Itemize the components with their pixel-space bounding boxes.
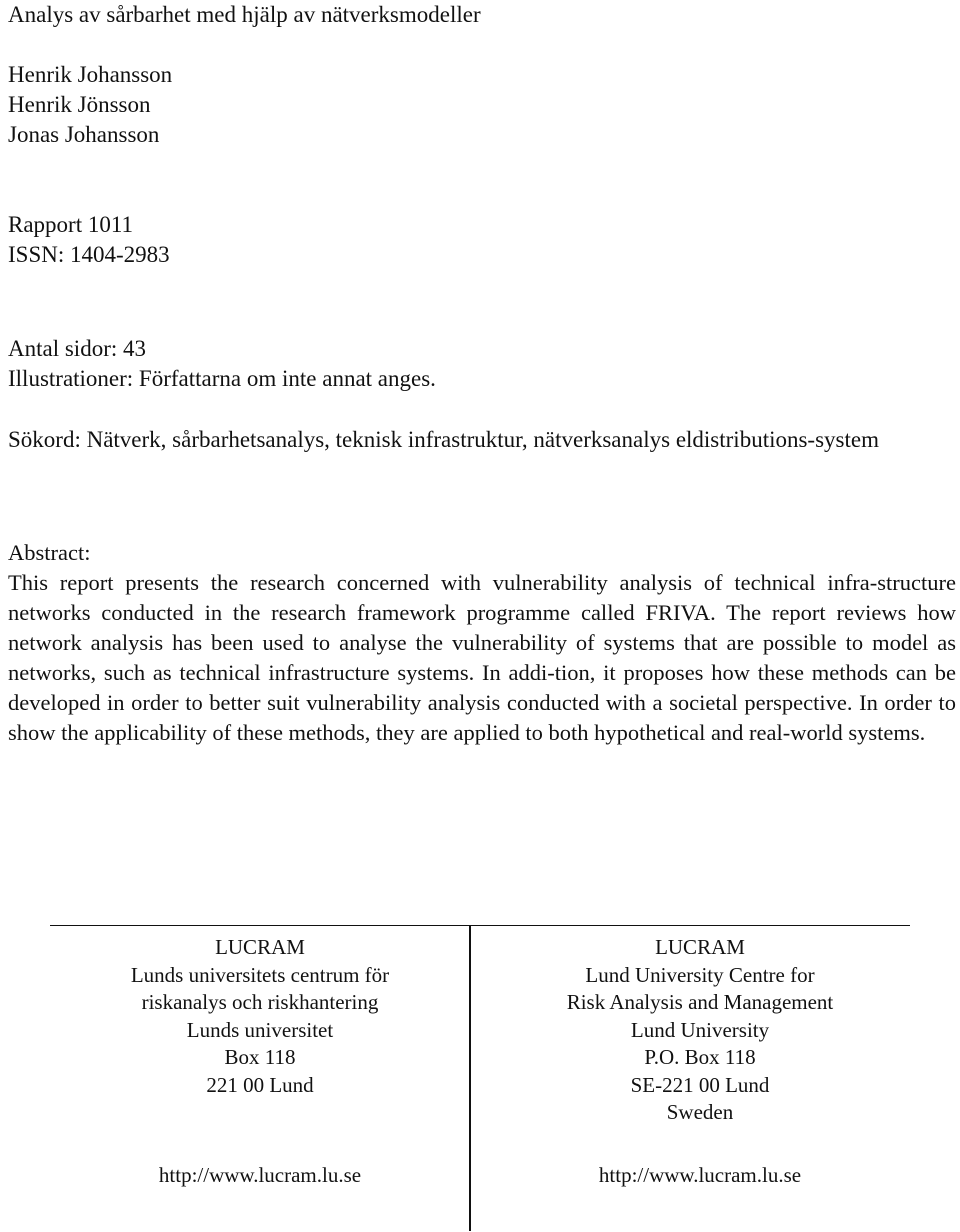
- report-number: Rapport 1011: [8, 212, 133, 237]
- page-info: [8, 334, 436, 394]
- website-url: http://www.lucram.lu.se: [598, 1163, 802, 1187]
- abstract-text: This report presents the research concerned with vulnerability analysis of technical infra-structure networks conducted in the research framework programme called FRIVA. The report reviews how network analysis has been used to analyse the vulnerability of systems that are possible to model as networks, such as technical infrastructure systems. In addi-tion, it proposes how these methods can be developed in order to better suit vulnerability analysis conducted with a societal perspective. In order to show the applicability of these methods, they are applied to both hypothetical and real-world systems.: [8, 570, 956, 745]
- keywords: Sökord: Nätverk, sårbarhetsanalys, teknisk infrastruktur, nätverksanalys eldistributions-system: [8, 427, 879, 452]
- footer-contact: [50, 925, 910, 1231]
- author-name: Henrik Jönsson: [8, 92, 151, 117]
- website-url: http://www.lucram.lu.se: [158, 1163, 362, 1187]
- report-info: [8, 210, 170, 270]
- author-name: Henrik Johansson: [8, 62, 173, 87]
- author-list: [8, 60, 172, 150]
- address-line: LUCRAM: [215, 935, 305, 959]
- address-line: riskanalys och riskhantering: [141, 990, 379, 1014]
- illustrations-note: Illustrationer: Författarna om inte annat anges.: [8, 366, 436, 391]
- contact-swedish: [50, 934, 470, 1187]
- address-line: SE-221 00 Lund: [630, 1072, 770, 1097]
- address-line: Lund University: [630, 1017, 770, 1042]
- contact-english: [490, 934, 910, 1187]
- abstract-section: [8, 538, 956, 748]
- address-line: 221 00 Lund: [206, 1072, 314, 1097]
- address-line: Box 118: [224, 1045, 296, 1069]
- document-title: Analys av sårbarhet med hjälp av nätverksmodeller: [8, 2, 481, 27]
- abstract-label: Abstract:: [8, 540, 91, 565]
- page-count: Antal sidor: 43: [8, 336, 146, 361]
- address-line: Risk Analysis and Management: [566, 990, 834, 1014]
- address-line: Lund University Centre for: [585, 962, 815, 987]
- address-line: LUCRAM: [655, 935, 745, 959]
- address-line: Sweden: [666, 1100, 734, 1124]
- address-line: Lunds universitets centrum för: [130, 962, 390, 987]
- address-line: P.O. Box 118: [644, 1045, 756, 1069]
- address-line: Lunds universitet: [186, 1017, 334, 1042]
- issn-number: ISSN: 1404-2983: [8, 242, 170, 267]
- author-name: Jonas Johansson: [8, 122, 160, 147]
